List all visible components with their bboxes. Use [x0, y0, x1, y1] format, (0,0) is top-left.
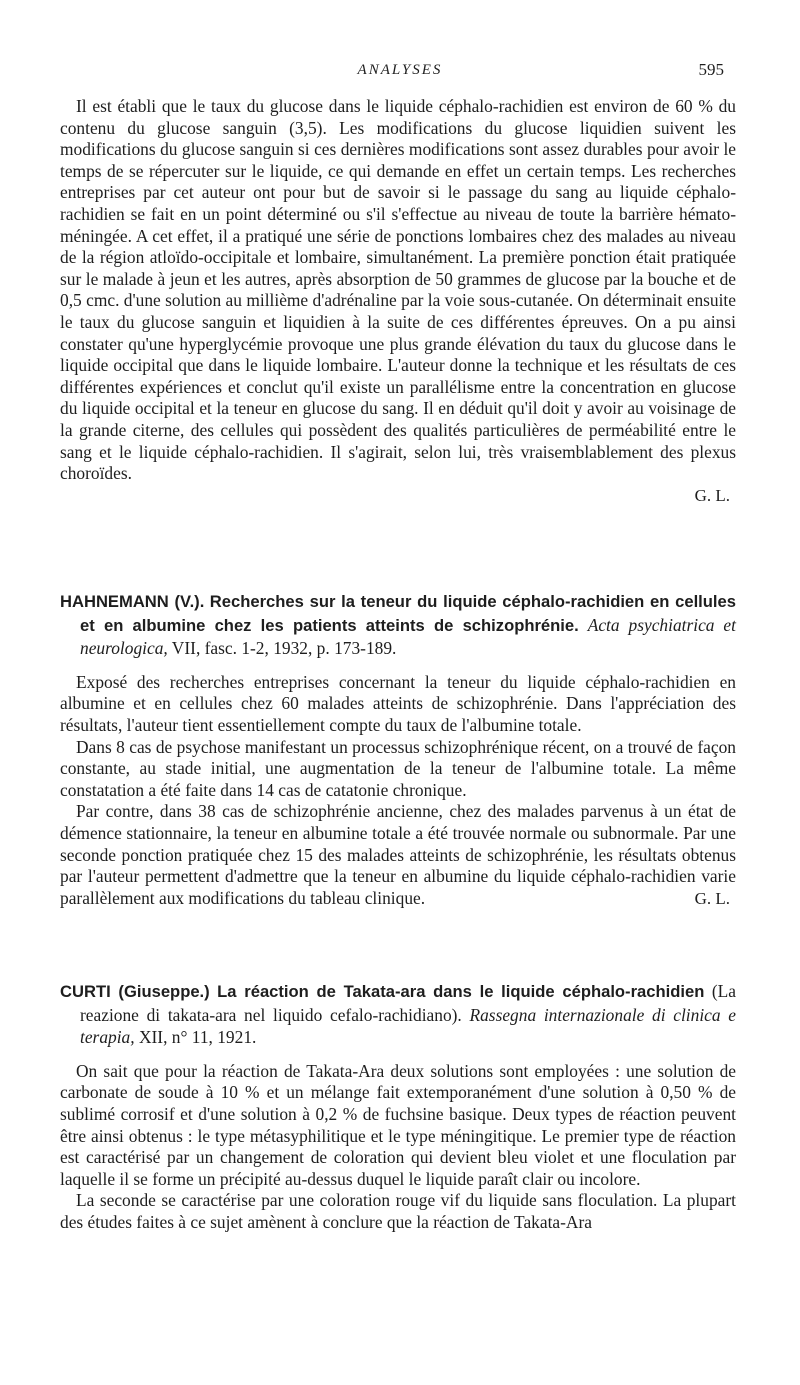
entry-journal: Rassegna internazionale di clinica e terapia,: [80, 1004, 736, 1048]
entry-heading: [60, 980, 736, 1049]
running-header: [0, 60, 800, 86]
entry-subtitle: (La reazione di takata-ara nel liquido cefalo-rachidiano).: [80, 981, 736, 1025]
running-title: ANALYSES: [357, 62, 443, 78]
entry-hahnemann: [60, 590, 736, 909]
entry-title: La réaction de Takata-ara dans le liquide céphalo-rachidien: [217, 982, 705, 1001]
page-number: 595: [698, 60, 724, 79]
entry-citation: VII, fasc. 1-2, 1932, p. 173-189.: [171, 638, 397, 659]
entry-curti: [60, 980, 736, 1234]
entry-paragraph: Dans 8 cas de psychose manifestant un processus schizophrénique récent, on a trouvé de façon constante, au stade initial, une augmentation de la teneur de l'albumine totale. La même constatation a été faite dans 14 cas de catatonie chronique.: [60, 736, 736, 800]
entry-author: CURTI (Giuseppe.): [60, 982, 210, 1001]
entry-paragraph: La seconde se caractérise par une coloration rouge vif du liquide sans floculation. La plupart des études faites à ce sujet amènent à conclure que la réaction de Takata-Ara: [60, 1190, 736, 1232]
entry-title: Recherches sur la teneur du liquide céphalo-rachidien en cellules et en albumine chez les patients atteints de schizophrénie.: [80, 592, 736, 635]
entry-signature: G. L.: [694, 889, 730, 909]
intro-section: [60, 96, 736, 506]
entry-paragraph: Par contre, dans 38 cas de schizophrénie ancienne, chez des malades parvenus à un état de démence stationnaire, la teneur en albumine totale a été trouvée normale ou subnormale. Par une seconde ponction pratiquée chez 15 des malades atteints de schizophrénie, les résultats obtenus par l'auteur permettent d'admettre que la teneur en albumine du liquide céphalo-rachidien varie parallèlement aux modifications du tableau clinique.: [60, 801, 736, 908]
entry-paragraph: On sait que pour la réaction de Takata-Ara deux solutions sont employées : une solution de carbonate de soude à 10 % et un mélange fait extemporanément d'une solution à 0,50 % de sublimé corrosif et d'une solution à 0,2 % de fuchsine basique. Deux types de réaction peuvent être ainsi obtenus : le type métasyphilitique et le type méningitique. Le premier type de réaction est caractérisé par un changement de coloration qui devient bleu violet et une floculation par laquelle il se forme un précipité au-dessus duquel le liquide paraît clair ou incolore.: [60, 1060, 736, 1189]
entry-heading: [60, 590, 736, 660]
entry-author: HAHNEMANN (V.).: [60, 592, 205, 611]
intro-signature: G. L.: [694, 485, 730, 505]
intro-paragraph: Il est établi que le taux du glucose dans le liquide céphalo-rachidien est environ de 60 % du contenu du glucose sanguin (3,5). Les modifications du glucose liquidien suivent les modifications du glucose sanguin si ces dernières modifications sont assez durables pour avoir le temps de se répercuter sur le liquide, ce qui demande en effet un certain temps. Les recherches entreprises par cet auteur ont pour but de savoir si le passage du sang au liquide céphalo-rachidien se fait en un point déterminé ou s'il s'effectue au niveau de toute la barrière hémato-méningée. A cet effet, il a pratiqué une série de ponctions lombaires chez des malades au niveau de la région atloïdo-occipitale et lombaire, simultanément. La première ponction était pratiquée sur le malade à jeun et les autres, après absorption de 50 grammes de glucose par la bouche et de 0,5 cmc. d'une solution au millième d'adrénaline par la voie sous-cutanée. On déterminait ensuite le taux du glucose sanguin et liquidien à la suite de ces différentes épreuves. On a pu ainsi constater qu'une hyperglycémie provoque une plus grande élévation du taux du glucose dans le liquide occipital que dans le liquide lombaire. L'auteur donne la technique et les résultats de ces différentes expériences et conclut qu'il existe un parallélisme entre la concentration en glucose du liquide occipital et la teneur en glucose du sang. Il en déduit qu'il doit y avoir au voisinage de la grande citerne, des cellules qui possèdent des qualités particulières de perméabilité entre le sang et le liquide céphalo-rachidien. Il s'agirait, selon lui, très vraisemblablement des plexus choroïdes.: [60, 96, 736, 484]
entry-citation: XII, n° 11, 1921.: [138, 1027, 257, 1048]
entry-journal: Acta psychiatrica et neurologica,: [80, 614, 736, 659]
entry-paragraph: Exposé des recherches entreprises concernant la teneur du liquide céphalo-rachidien en albumine et en cellules chez 60 malades atteints de schizophrénie. Dans l'appréciation des résultats, l'auteur tient essentiellement compte du taux de l'albumine totale.: [60, 671, 736, 735]
